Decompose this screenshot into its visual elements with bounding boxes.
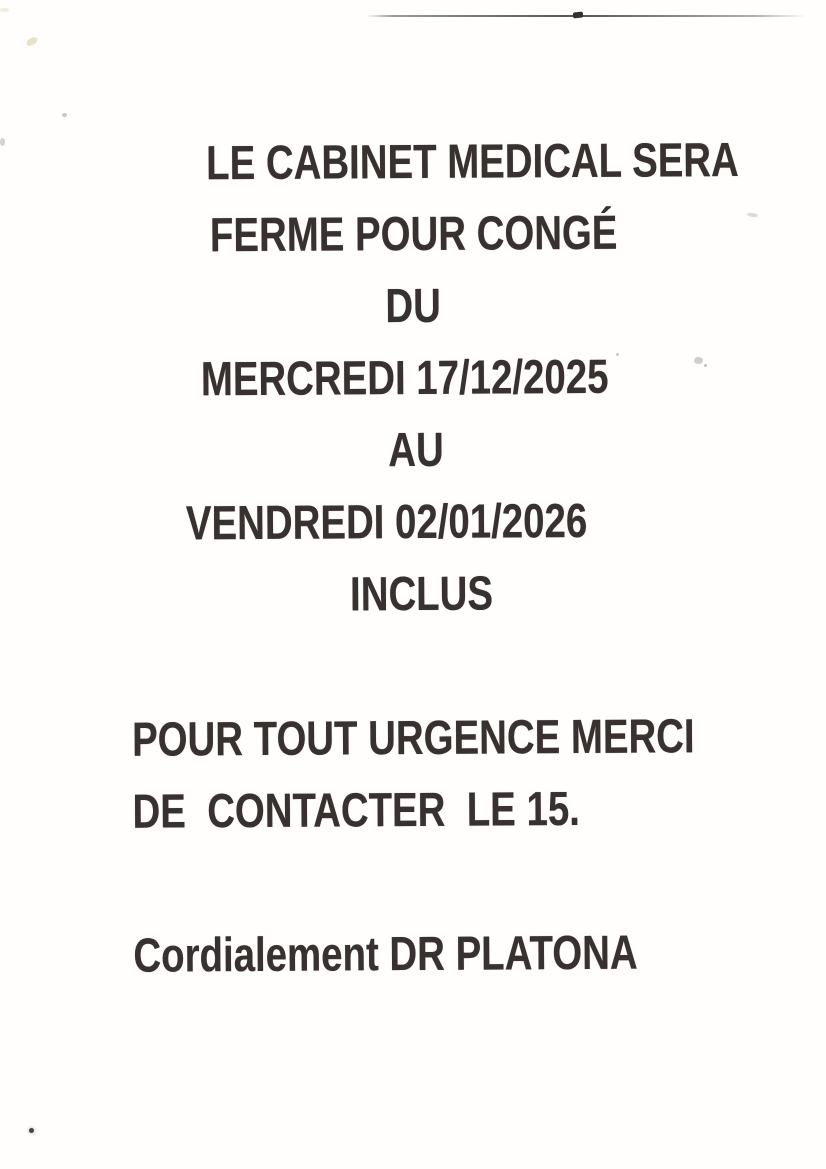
notice-line (132, 773, 696, 848)
scan-speck (25, 35, 39, 47)
scan-speck (62, 113, 67, 117)
notice-line-text: LE CABINET MEDICAL SERA (206, 134, 739, 191)
scan-line-artifact (366, 15, 806, 17)
notice-line-text: Cordialement DR PLATONA (133, 926, 638, 983)
notice-line (130, 341, 694, 416)
notice-line (129, 197, 693, 272)
notice-line-text: DE CONTACTER LE 15. (132, 782, 581, 839)
notice-line (128, 125, 739, 200)
notice-line (131, 485, 695, 560)
notice-line-text: INCLUS (349, 567, 493, 622)
notice-line (129, 269, 693, 344)
notice-line-text: FERME POUR CONGÉ (210, 206, 618, 263)
notice-line (133, 917, 697, 992)
scan-speck (704, 364, 707, 367)
notice-document (128, 125, 739, 992)
scan-speck (0, 8, 9, 12)
scan-speck (694, 357, 703, 364)
scan-speck (747, 212, 758, 217)
notice-line-text: MERCREDI 17/12/2025 (200, 350, 609, 407)
scan-speck (29, 1128, 34, 1133)
notice-line (132, 701, 696, 776)
notice-line-text: VENDREDI 02/01/2026 (185, 494, 588, 551)
scan-speck (0, 138, 5, 146)
notice-line (131, 557, 695, 632)
notice-line-text: POUR TOUT URGENCE MERCI (131, 710, 695, 767)
notice-line-text: AU (388, 423, 445, 478)
scan-line-blob-artifact (573, 11, 584, 18)
blank-line (131, 629, 695, 704)
notice-line (130, 413, 694, 488)
notice-line-text: DU (385, 279, 442, 334)
blank-line (133, 845, 697, 920)
